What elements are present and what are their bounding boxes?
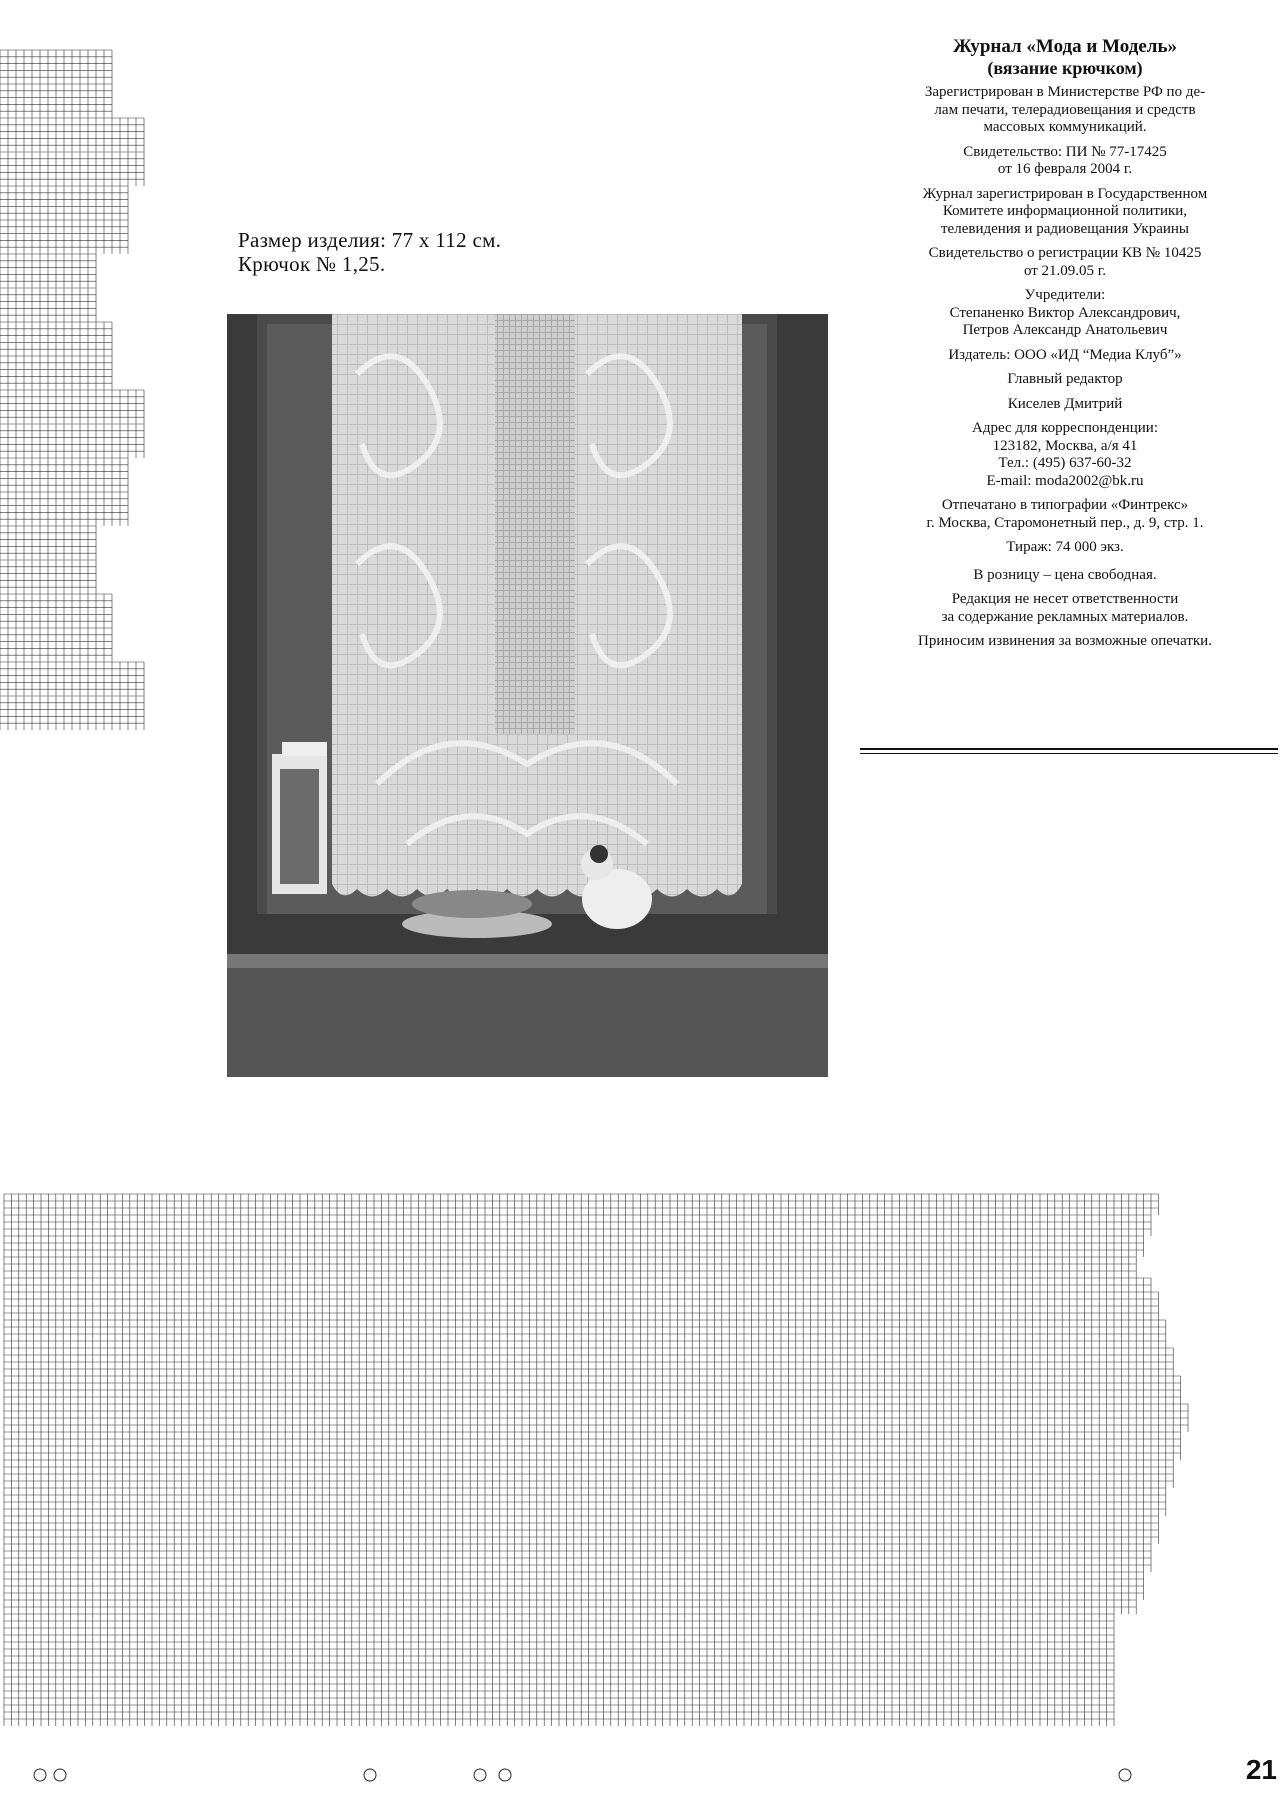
registration-line: Зарегистрирован в Министерстве РФ по де- bbox=[924, 84, 1206, 100]
page-number: 21 bbox=[1245, 1754, 1277, 1785]
ukraine-certificate-line: Свидетельство о регистрации КВ № 10425 bbox=[928, 245, 1202, 261]
address-text bbox=[860, 420, 1270, 490]
registration-line: лам печати, телерадиовещания и средств bbox=[934, 101, 1196, 118]
crochet-chart-bottom bbox=[0, 1190, 1285, 1800]
curtain-photo-illustration bbox=[227, 314, 828, 1077]
editor-label: Главный редактор bbox=[1007, 371, 1123, 387]
price-text bbox=[860, 567, 1270, 585]
registration-line: массовых коммуникаций. bbox=[983, 119, 1147, 135]
founders-text bbox=[860, 287, 1270, 340]
stitch-marker bbox=[1119, 1769, 1131, 1781]
stitch-grid bbox=[4, 1194, 1188, 1726]
stitch-marker bbox=[54, 1769, 66, 1781]
editor-label-text bbox=[860, 371, 1270, 389]
crochet-chart-left bbox=[0, 40, 190, 800]
ukraine-certificate-line: от 21.09.05 г. bbox=[1023, 262, 1107, 279]
size-dimensions: Размер изделия: 77 х 112 см. bbox=[238, 228, 502, 252]
disclaimer-line: Редакция не несет ответственности bbox=[951, 591, 1179, 607]
address-line: 123182, Москва, а/я 41 bbox=[992, 437, 1138, 454]
phone-line: Тел.: (495) 637-60-32 bbox=[998, 455, 1132, 471]
imprint-block bbox=[860, 36, 1270, 658]
stitch-grid bbox=[0, 50, 144, 730]
stitch-marker bbox=[34, 1769, 46, 1781]
certificate-line: от 16 февраля 2004 г. bbox=[997, 161, 1133, 177]
certificate-text bbox=[860, 144, 1270, 179]
printed-text bbox=[860, 497, 1270, 532]
ukraine-registration-line: телевидения и радиовещания Украины bbox=[941, 220, 1189, 237]
ukraine-registration-line: Комитете информационной политики, bbox=[942, 203, 1188, 219]
address-label: Адрес для корреспонденции: bbox=[971, 420, 1158, 436]
certificate-line: Свидетельство: ПИ № 77-17425 bbox=[963, 143, 1167, 160]
stitch-marker bbox=[364, 1769, 376, 1781]
imprint-divider bbox=[860, 748, 1278, 754]
price-line: В розницу – цена свободная. bbox=[973, 566, 1157, 583]
publisher-line: Издатель: ООО «ИД “Медиа Клуб”» bbox=[948, 346, 1182, 363]
ukraine-registration-line: Журнал зарегистрирован в Государственном bbox=[922, 185, 1208, 202]
founders-label: Учредители: bbox=[1024, 287, 1106, 303]
disclaimer-line: за содержание рекламных материалов. bbox=[941, 608, 1189, 625]
publisher-text bbox=[860, 347, 1270, 365]
magazine-title: Журнал «Мода и Модель» bbox=[952, 36, 1177, 57]
ukraine-registration-text bbox=[860, 186, 1270, 239]
apology-text bbox=[860, 633, 1270, 651]
ukraine-certificate-text bbox=[860, 245, 1270, 280]
printed-line: Отпечатано в типографии «Финтрекс» bbox=[941, 497, 1189, 513]
registration-text bbox=[860, 84, 1270, 137]
curtain-photo bbox=[227, 314, 828, 1077]
editor-name-text bbox=[860, 396, 1270, 414]
circulation-text bbox=[860, 539, 1270, 557]
editor-name: Киселев Дмитрий bbox=[1007, 395, 1123, 412]
founder-name: Степаненко Виктор Александрович, bbox=[949, 304, 1181, 321]
magazine-subtitle: (вязание крючком) bbox=[987, 58, 1143, 78]
hook-size: Крючок № 1,25. bbox=[238, 252, 386, 276]
email-line: E-mail: moda2002@bk.ru bbox=[986, 472, 1144, 489]
disclaimer-text bbox=[860, 591, 1270, 626]
stitch-marker bbox=[474, 1769, 486, 1781]
size-info bbox=[238, 228, 501, 276]
apology-line: Приносим извинения за возможные опечатки. bbox=[918, 633, 1212, 649]
circulation-line: Тираж: 74 000 экз. bbox=[1006, 539, 1124, 555]
printed-line: г. Москва, Старомонетный пер., д. 9, стр. 1. bbox=[926, 514, 1204, 531]
founder-name: Петров Александр Анатольевич bbox=[962, 322, 1168, 338]
stitch-marker bbox=[499, 1769, 511, 1781]
